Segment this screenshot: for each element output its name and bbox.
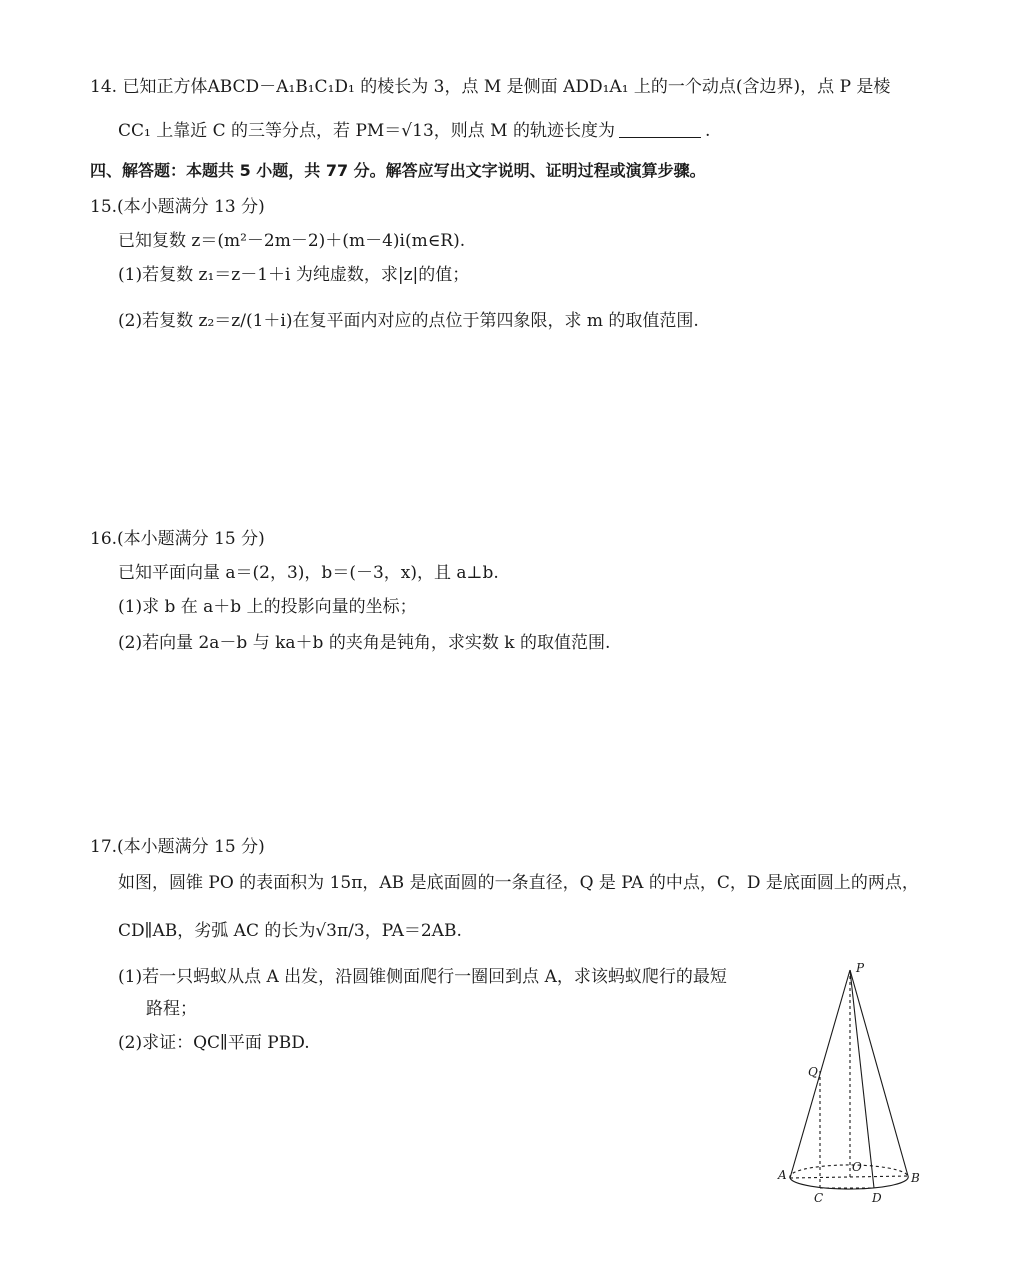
q15-part1: (1)若复数 z₁＝z－1＋i 为纯虚数，求|z|的值；	[118, 265, 470, 285]
q16-part1: (1)求 b 在 a＋b 上的投影向量的坐标；	[118, 597, 417, 617]
cone-figure	[770, 958, 930, 1208]
label-O: O	[852, 1160, 862, 1174]
label-P: P	[856, 961, 865, 975]
q15-stem: 已知复数 z＝(m²－2m－2)＋(m－4)i(m∈R).	[118, 231, 466, 251]
q17-stem-line1: 如图，圆锥 PO 的表面积为 15π，AB 是底面圆的一条直径，Q 是 PA 的中点，C，D 是底面圆上的两点，	[118, 873, 919, 893]
label-B: B	[911, 1171, 920, 1185]
q15-heading: 15.(本小题满分 13 分)	[90, 197, 265, 217]
label-D: D	[872, 1191, 882, 1205]
diameter-AB	[790, 1176, 908, 1178]
answer-blank	[619, 121, 701, 138]
q17-stem-line2: CD∥AB，劣弧 AC 的长为√3π/3，PA＝2AB.	[118, 921, 462, 941]
q16-stem: 已知平面向量 a＝(2，3)，b＝(－3，x)，且 a⊥b.	[118, 563, 499, 583]
q16-part2: (2)若向量 2a－b 与 ka＋b 的夹角是钝角，求实数 k 的取值范围.	[118, 633, 611, 653]
edge-PD	[850, 970, 874, 1188]
section-heading: 四、解答题：本题共 5 小题，共 77 分。解答应写出文字说明、证明过程或演算步骤。	[90, 161, 706, 180]
edge-PB	[850, 970, 908, 1176]
q14-line2	[118, 120, 710, 142]
q17-part1-cont: 路程；	[146, 999, 197, 1019]
q17-part2: (2)求证：QC∥平面 PBD.	[118, 1033, 310, 1053]
q14-line1: 14. 已知正方体ABCD－A₁B₁C₁D₁ 的棱长为 3，点 M 是侧面 ADD₁A₁ 上的一个动点(含边界)，点 P 是棱	[90, 77, 891, 97]
base-back-arc	[790, 1165, 908, 1178]
base-front-arc	[790, 1176, 908, 1189]
q14-line2-end: .	[704, 121, 711, 141]
q14-line2-text: CC₁ 上靠近 C 的三等分点，若 PM＝√13，则点 M 的轨迹长度为	[118, 121, 615, 141]
q17-part1: (1)若一只蚂蚁从点 A 出发，沿圆锥侧面爬行一圈回到点 A，求该蚂蚁爬行的最短	[118, 967, 727, 987]
label-Q: Q	[808, 1065, 818, 1079]
q15-part2: (2)若复数 z₂＝z/(1＋i)在复平面内对应的点位于第四象限，求 m 的取值范围.	[118, 311, 699, 331]
label-C: C	[814, 1191, 824, 1205]
q16-heading: 16.(本小题满分 15 分)	[90, 529, 265, 549]
q17-heading: 17.(本小题满分 15 分)	[90, 837, 265, 857]
label-A: A	[778, 1168, 787, 1182]
